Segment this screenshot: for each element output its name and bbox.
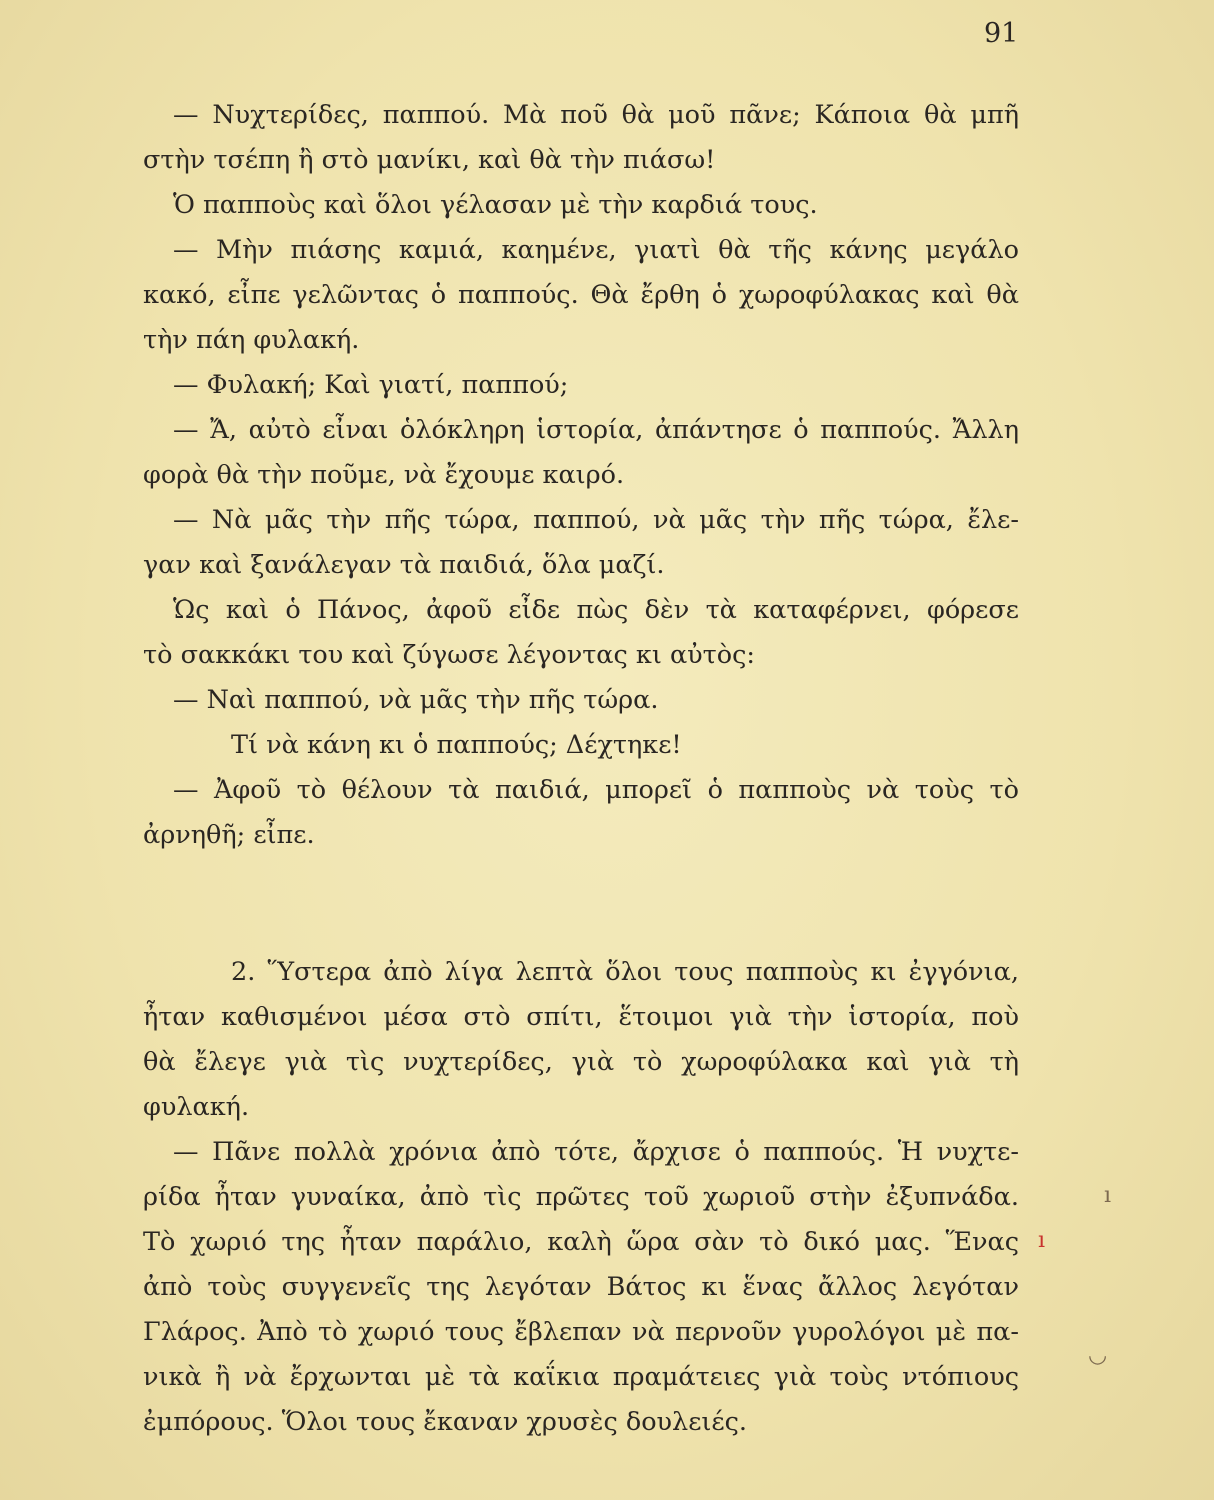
text-line: Τί νὰ κάνη κι ὁ παππούς; Δέχτηκε! xyxy=(231,730,682,760)
text-line: — Νὰ μᾶς τὴν πῆς τώρα, παππού, νὰ μᾶς τὴν πῆς τώρα, ἔλε- xyxy=(173,505,1019,535)
text-line: — Φυλακή; Καὶ γιατί, παππού; xyxy=(173,370,569,400)
text-line: ἀρνηθῆ; εἶπε. xyxy=(143,820,315,850)
text-line: Γλάρος. Ἀπὸ τὸ χωριό τους ἔβλεπαν νὰ περνοῦν γυρολόγοι μὲ πα- xyxy=(143,1317,1019,1347)
margin-pencil-mark: ı xyxy=(1104,1183,1112,1208)
text-line: — Πᾶνε πολλὰ χρόνια ἀπὸ τότε, ἄρχισε ὁ παππούς. Ἡ νυχτε- xyxy=(173,1137,1019,1167)
text-line: ἀπὸ τοὺς συγγενεῖς της λεγόταν Βάτος κι ἕνας ἄλλος λεγόταν xyxy=(143,1272,1019,1302)
text-line: ἦταν καθισμένοι μέσα στὸ σπίτι, ἕτοιμοι γιὰ τὴν ἱστορία, ποὺ xyxy=(143,1002,1019,1032)
text-line: γαν καὶ ξανάλεγαν τὰ παιδιά, ὅλα μαζί. xyxy=(143,550,665,580)
text-line: νικὰ ἢ νὰ ἔρχωνται μὲ τὰ καΐκια πραμάτειες γιὰ τοὺς ντόπιους xyxy=(143,1362,1019,1392)
text-line: ἐμπόρους. Ὅλοι τους ἔκαναν χρυσὲς δουλειές. xyxy=(143,1407,748,1437)
text-line: — Ναὶ παππού, νὰ μᾶς τὴν πῆς τώρα. xyxy=(173,685,659,715)
text-line: — Ἀφοῦ τὸ θέλουν τὰ παιδιά, μπορεῖ ὁ παπποὺς νὰ τοὺς τὸ xyxy=(173,775,1019,805)
text-line: — Ἄ, αὐτὸ εἶναι ὁλόκληρη ἱστορία, ἀπάντησε ὁ παππούς. Ἄλλη xyxy=(173,415,1019,445)
text-line: τὸ σακκάκι του καὶ ζύγωσε λέγοντας κι αὐτὸς: xyxy=(143,640,756,670)
text-line: Ὡς καὶ ὁ Πάνος, ἀφοῦ εἶδε πὼς δὲν τὰ καταφέρνει, φόρεσε xyxy=(173,595,1019,625)
text-line: 2. Ὕστερα ἀπὸ λίγα λεπτὰ ὅλοι τους παπποὺς κι ἐγγόνια, xyxy=(231,957,1019,987)
page-number: 91 xyxy=(984,18,1019,49)
text-line: θὰ ἔλεγε γιὰ τὶς νυχτερίδες, γιὰ τὸ χωροφύλακα καὶ γιὰ τὴ xyxy=(143,1047,1019,1077)
text-line: τὴν πάη φυλακή. xyxy=(143,325,360,355)
body-text xyxy=(143,93,1019,1445)
text-line: — Μὴν πιάσης καμιά, καημένε, γιατὶ θὰ τῆς κάνης μεγάλο xyxy=(173,235,1019,265)
margin-red-mark: ı xyxy=(1038,1228,1046,1253)
text-line: κακό, εἶπε γελῶντας ὁ παππούς. Θὰ ἔρθη ὁ χωροφύλακας καὶ θὰ xyxy=(143,280,1019,310)
text-line: Τὸ χωριό της ἦταν παράλιο, καλὴ ὥρα σὰν τὸ δικό μας. Ἕνας xyxy=(143,1227,1019,1257)
margin-pencil-mark: ◡ xyxy=(1088,1343,1108,1368)
section-gap xyxy=(143,858,1019,950)
text-line: φυλακή. xyxy=(143,1092,250,1122)
text-line: ρίδα ἦταν γυναίκα, ἀπὸ τὶς πρῶτες τοῦ χωριοῦ στὴν ἐξυπνάδα. xyxy=(143,1182,1019,1212)
text-line: φορὰ θὰ τὴν ποῦμε, νὰ ἔχουμε καιρό. xyxy=(143,460,625,490)
text-line: Ὁ παπποὺς καὶ ὅλοι γέλασαν μὲ τὴν καρδιά τους. xyxy=(173,190,818,220)
text-line: — Νυχτερίδες, παππού. Μὰ ποῦ θὰ μοῦ πᾶνε; Κάποια θὰ μπῆ xyxy=(173,100,1019,130)
text-line: στὴν τσέπη ἢ στὸ μανίκι, καὶ θὰ τὴν πιάσω! xyxy=(143,145,716,175)
